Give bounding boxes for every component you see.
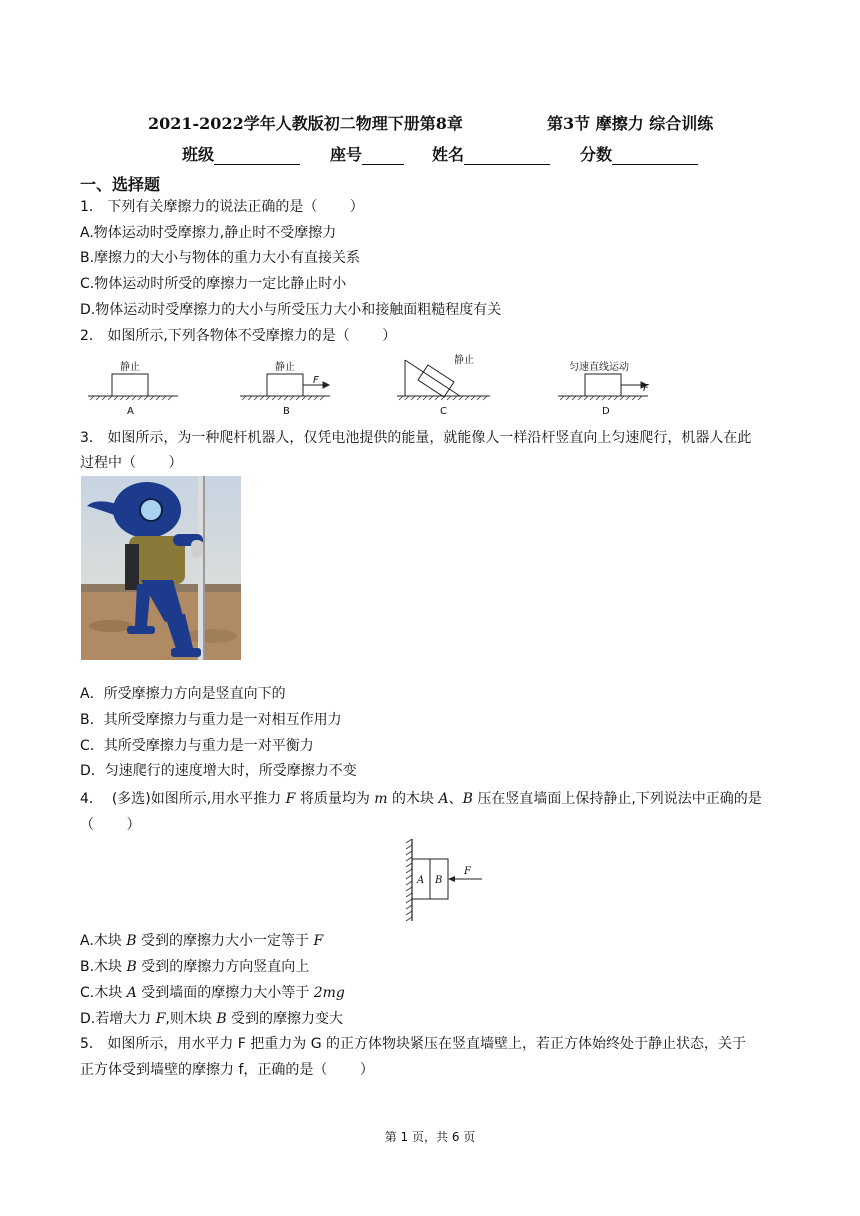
q4-option-c-text-2: 受到墙面的摩擦力大小等于 bbox=[136, 985, 314, 1001]
fig-label-b: B bbox=[435, 875, 443, 886]
name-label: 姓名 bbox=[432, 145, 465, 164]
q4-stem-var-a: A bbox=[438, 791, 449, 807]
fig-c-letter: C bbox=[440, 406, 447, 417]
q4-option-b-text-2: 受到的摩擦力方向竖直向上 bbox=[136, 959, 310, 975]
fig-label-a: A bbox=[417, 875, 425, 886]
q4-stem-line1 bbox=[80, 789, 762, 809]
q4-option-b bbox=[80, 957, 309, 977]
q4-stem-var-f: F bbox=[285, 791, 296, 807]
q4-option-c-var-a: A bbox=[126, 985, 137, 1001]
class-field bbox=[182, 142, 300, 165]
seat-blank bbox=[362, 148, 404, 165]
class-label: 班级 bbox=[182, 145, 215, 164]
q4-option-a-text-2: 受到的摩擦力大小一定等于 bbox=[136, 933, 314, 949]
q3-option-d: D．匀速爬行的速度增大时，所受摩擦力不变 bbox=[80, 763, 357, 779]
block-c bbox=[418, 365, 454, 397]
name-blank bbox=[464, 148, 550, 165]
fig-d-caption: 匀速直线运动 bbox=[569, 362, 629, 373]
q5-stem-line2: 正方体受到墙壁的摩擦力 f，正确的是（ ） bbox=[80, 1062, 374, 1078]
fig-b-caption: 静止 bbox=[275, 362, 295, 373]
q4-option-c-value: 2mg bbox=[313, 985, 345, 1001]
score-label: 分数 bbox=[580, 145, 613, 164]
name-field bbox=[432, 142, 550, 165]
doc-title-left: 2021-2022学年人教版初二物理下册第8章 bbox=[148, 114, 463, 133]
q4-stem-text-e: 压在竖直墙面上保持静止,下列说法中正确的是 bbox=[472, 791, 762, 807]
q3-stem-line2: 过程中（ ） bbox=[80, 455, 183, 471]
q4-option-d-text: D.若增大力 bbox=[80, 1011, 156, 1027]
q3-option-b: B．其所受摩擦力与重力是一对相互作用力 bbox=[80, 712, 342, 728]
block-d bbox=[585, 374, 621, 396]
q4-option-a-var-f: F bbox=[313, 933, 324, 949]
q1-option-b: B.摩擦力的大小与物体的重力大小有直接关系 bbox=[80, 250, 361, 266]
q3-option-c: C．其所受摩擦力与重力是一对平衡力 bbox=[80, 738, 314, 754]
q4-figure bbox=[402, 835, 492, 925]
q4-option-a-text: A.木块 bbox=[80, 933, 127, 949]
section-title: 一、选择题 bbox=[80, 175, 161, 194]
q4-option-a-var-b: B bbox=[126, 933, 137, 949]
q4-number: 4． bbox=[80, 791, 103, 807]
q4-stem-text-d: 、 bbox=[448, 791, 463, 807]
seat-field bbox=[330, 142, 404, 165]
q4-stem-var-m: m bbox=[374, 791, 388, 807]
q4-stem-text-b: 将质量均为 bbox=[295, 791, 375, 807]
q4-option-b-var-b: B bbox=[126, 959, 137, 975]
q3-option-a: A．所受摩擦力方向是竖直向下的 bbox=[80, 686, 286, 702]
q1-option-a: A.物体运动时受摩擦力,静止时不受摩擦力 bbox=[80, 225, 337, 241]
q4-stem-text-c: 的木块 bbox=[387, 791, 439, 807]
q4-option-d-text-2: ,则木块 bbox=[165, 1011, 217, 1027]
block-a bbox=[112, 374, 148, 396]
q4-option-a bbox=[80, 931, 323, 951]
q2-figure bbox=[80, 350, 680, 420]
fig-a-caption: 静止 bbox=[120, 362, 140, 373]
q3-stem-line1: 3． 如图所示，为一种爬杆机器人，仅凭电池提供的能量，就能像人一样沿杆竖直向上匀速爬行，机器人在此 bbox=[80, 430, 752, 446]
fig-c-caption: 静止 bbox=[454, 355, 474, 366]
fig-d-letter: D bbox=[602, 406, 610, 417]
q4-stem-text-a: (多选)如图所示,用水平推力 bbox=[111, 791, 286, 807]
q5-stem-line1: 5． 如图所示，用水平力 F 把重力为 G 的正方体物块紧压在竖直墙壁上，若正方体始终处于静止状态，关于 bbox=[80, 1036, 747, 1052]
fig-label-f: F bbox=[464, 866, 471, 877]
q4-option-c-text: C.木块 bbox=[80, 985, 127, 1001]
q1-option-c: C.物体运动时所受的摩擦力一定比静止时小 bbox=[80, 276, 347, 292]
q1-stem: 1． 下列有关摩擦力的说法正确的是（ ） bbox=[80, 199, 364, 215]
q4-option-d-var-f: F bbox=[155, 1011, 166, 1027]
score-blank bbox=[612, 148, 698, 165]
q4-option-d bbox=[80, 1009, 343, 1029]
fig-d-force: F bbox=[643, 383, 649, 394]
page-footer: 第 1 页，共 6 页 bbox=[384, 1130, 476, 1144]
robot-photo bbox=[81, 476, 241, 660]
q4-option-b-text: B.木块 bbox=[80, 959, 127, 975]
q4-stem-var-b: B bbox=[462, 791, 473, 807]
seat-label: 座号 bbox=[330, 145, 363, 164]
doc-title-right: 第3节 摩擦力 综合训练 bbox=[547, 114, 714, 133]
block-b bbox=[267, 374, 303, 396]
q1-option-d: D.物体运动时受摩擦力的大小与所受压力大小和接触面粗糙程度有关 bbox=[80, 302, 502, 318]
class-blank bbox=[214, 148, 300, 165]
q4-option-d-text-3: 受到的摩擦力变大 bbox=[226, 1011, 344, 1027]
q4-option-c bbox=[80, 983, 345, 1003]
score-field bbox=[580, 142, 698, 165]
q4-stem-line2: （ ） bbox=[80, 817, 141, 833]
fig-a-letter: A bbox=[127, 406, 134, 417]
q4-option-d-var-b: B bbox=[216, 1011, 227, 1027]
q2-stem: 2． 如图所示,下列各物体不受摩擦力的是（ ） bbox=[80, 328, 397, 344]
fig-b-force: F bbox=[313, 375, 319, 386]
fig-b-letter: B bbox=[283, 406, 290, 417]
